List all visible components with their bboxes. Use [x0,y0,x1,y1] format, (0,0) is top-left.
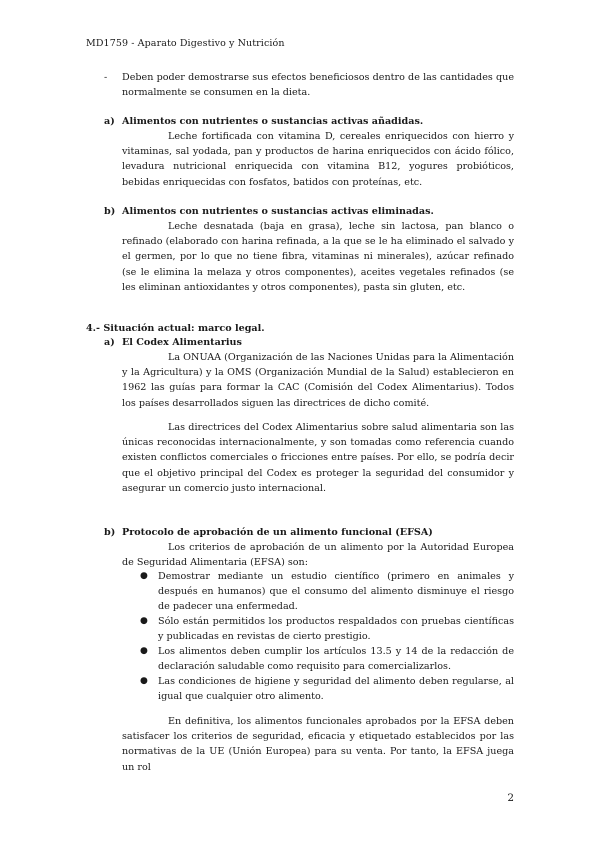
efsa-bullet-2: Sólo están permitidos los productos respaldados con pruebas científicas y publicadas en revistas de cierto prestigio. [158,616,514,643]
efsa-paragraph-1: Los criterios de aprobación de un alimento por la Autoridad Europea de Seguridad Alimentaria (EFSA) son: [122,542,514,569]
codex-paragraph-2: Las directrices del Codex Alimentarius sobre salud alimentaria son las únicas reconocidas internacionalmente, y son tomadas como referencia cuando existen conflictos comerciales o fricciones entre países. Por ello, se podría decir que el objetivo principal del Codex es proteger la seguridad del consumidor y asegurar un comercio justo internacional. [122,422,514,494]
section-b-label: b) [104,206,116,217]
efsa-bullet-1: Demostrar mediante un estudio científico (primero en animales y después en humanos) que el consumo del alimento disminuye el riesgo de padecer una enfermedad. [158,571,514,613]
codex-heading: El Codex Alimentarius [122,337,242,348]
running-header: MD1759 - Aparato Digestivo y Nutrición [86,38,285,49]
page-number: 2 [507,792,514,804]
section-a-label: a) [104,116,115,127]
efsa-paragraph-2: En definitiva, los alimentos funcionales aprobados por la EFSA deben satisfacer los criterios de seguridad, eficacia y etiquetado establecidos por las normativas de la UE (Unión Europea) para su venta. Por tanto, la EFSA juega un rol [122,716,514,773]
section-a-paragraph: Leche fortificada con vitamina D, cereales enriquecidos con hierro y vitaminas, sal yodada, pan y productos de harina enriquecidos con ácido fólico, levadura nutricional enriquecida con vitamina B12, yogures probióticos, bebidas enriquecidas con fosfatos, batidos con proteínas, etc. [122,131,514,188]
section-a-heading: Alimentos con nutrientes o sustancias activas añadidas. [122,116,424,127]
efsa-bullet-4: Las condiciones de higiene y seguridad del alimento deben regularse, al igual que cualquier otro alimento. [158,676,514,703]
bullet-icon: ● [140,646,148,656]
section-4-heading: 4.- Situación actual: marco legal. [86,323,265,334]
bullet-icon: ● [140,571,148,581]
section-b-paragraph: Leche desnatada (baja en grasa), leche sin lactosa, pan blanco o refinado (elaborado con harina refinada, a la que se le ha eliminado el salvado y el germen, por lo que no tiene fibra, vitaminas ni minerales), azúcar refinado (se le elimina la melaza y otros componentes), aceites vegetales refinados (se les eliminan antioxidantes y otros componentes), pasta sin gluten, etc. [122,221,514,293]
dash-marker: - [104,72,108,83]
intro-paragraph: Deben poder demostrarse sus efectos beneficiosos dentro de las cantidades que normalmente se consumen en la dieta. [122,72,514,99]
bullet-icon: ● [140,676,148,686]
efsa-bullet-3: Los alimentos deben cumplir los artículos 13.5 y 14 de la redacción de declaración saludable como requisito para comercializarlos. [158,646,514,673]
efsa-heading: Protocolo de aprobación de un alimento funcional (EFSA) [122,527,433,538]
section-b-heading: Alimentos con nutrientes o sustancias activas eliminadas. [122,206,434,217]
codex-label: a) [104,337,115,348]
bullet-icon: ● [140,616,148,626]
codex-paragraph-1: La ONUAA (Organización de las Naciones Unidas para la Alimentación y la Agricultura) y la OMS (Organización Mundial de la Salud) establecieron en 1962 las guías para formar la CAC (Comisión del Codex Alimentarius). Todos los países desarrollados siguen las directrices de dicho comité. [122,352,514,409]
efsa-label: b) [104,527,116,538]
